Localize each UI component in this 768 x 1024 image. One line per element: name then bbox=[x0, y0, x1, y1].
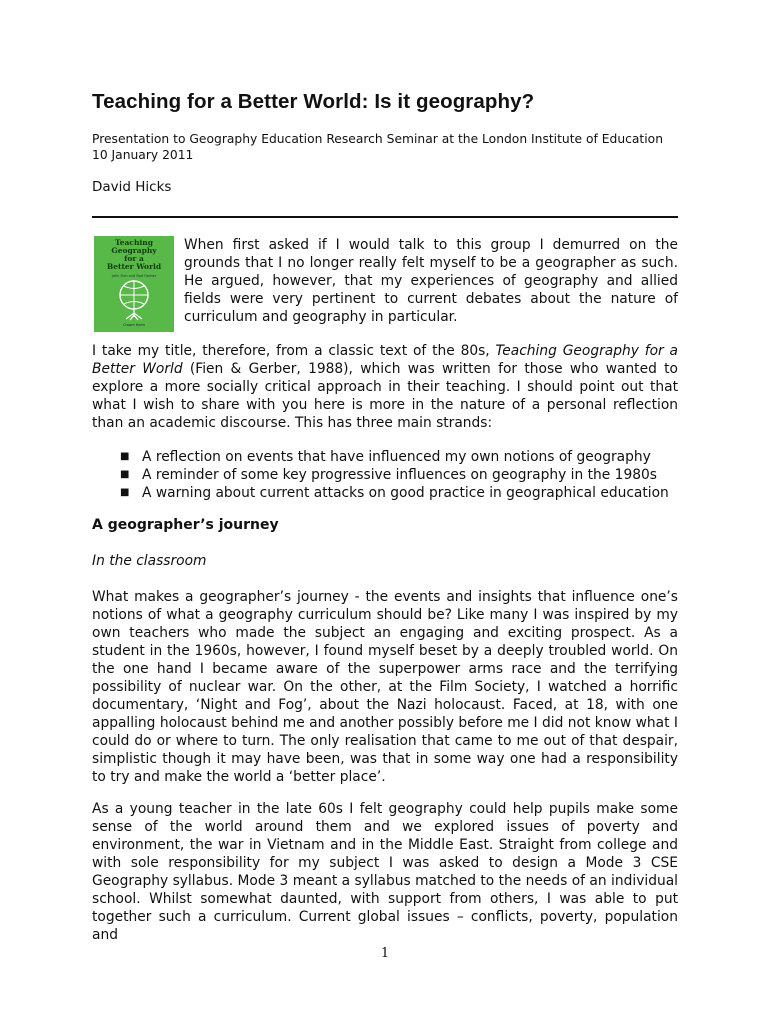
list-item-text: A warning about current attacks on good practice in geographical education bbox=[142, 485, 669, 501]
author-name: David Hicks bbox=[92, 179, 172, 195]
book-title-reference: Teaching Geography for a Better World bbox=[92, 343, 678, 377]
strands-list bbox=[120, 448, 680, 502]
section-heading: A geographer’s journey bbox=[92, 517, 279, 533]
horizontal-rule bbox=[92, 216, 678, 218]
paragraph-young-teacher: As a young teacher in the late 60s I felt geography could help pupils make some sense of the world around them and we explored issues of poverty and environment, the war in Vietnam and in the Middle East. Straight from college and with sole responsibility for my subject I was asked to design a Mode 3 CSE Geography syllabus. Mode 3 meant a syllabus matched to the needs of an individual school. Whilst somewhat daunted, with support from others, I was able to put together such a curriculum. Current global issues – conflicts, poverty, population and bbox=[92, 801, 678, 943]
subtitle-date: 10 January 2011 bbox=[92, 148, 194, 162]
book-cover-editors: John Fien and Rod Gerber bbox=[111, 274, 157, 278]
paragraph-journey: What makes a geographer’s journey - the events and insights that influence one’s notions of what a geography curriculum should be? Like many I was inspired by my own teachers who made the subject an engaging and exciting prospect. As a student in the 1960s, however, I found myself beset by a deeply troubled world. On the one hand I became aware of the superpower arms race and the terrifying possibility of nuclear war. On the other, at the Film Society, I watched a horrific documentary, ‘Night and Fog’, about the Nazi holocaust. Faced, at 18, with one appalling holocaust behind me and another possibly before me I did not know what I could do or where to turn. The only realisation that came to me out of that despair, simplistic though it may have been, was that in some way one had a responsibility to try and make the world a ‘better place’. bbox=[92, 589, 678, 785]
subsection-heading: In the classroom bbox=[92, 553, 207, 569]
list-item bbox=[120, 466, 680, 484]
book-cover-publisher: Croom Helm bbox=[123, 323, 145, 327]
list-item-text: A reflection on events that have influenced my own notions of geography bbox=[142, 449, 651, 465]
bullet-icon: ■ bbox=[120, 469, 130, 480]
page-number: 1 bbox=[380, 946, 390, 961]
intro-paragraph: When first asked if I would talk to this group I demurred on the grounds that I no longer really felt myself to be a geographer as such. He argued, however, that my experiences of geography and allied fields were very pertinent to current debates about the nature of curriculum and geography in particular. bbox=[184, 237, 678, 325]
book-cover-title: Teaching Geography for a Better World bbox=[106, 238, 162, 271]
list-item bbox=[120, 448, 680, 466]
bullet-icon: ■ bbox=[120, 487, 130, 498]
tree-globe-icon bbox=[110, 279, 158, 321]
list-item-text: A reminder of some key progressive influences on geography in the 1980s bbox=[142, 467, 657, 483]
paragraph2-text-start: I take my title, therefore, from a classic text of the 80s, bbox=[92, 343, 496, 359]
paragraph-title-explanation bbox=[92, 342, 678, 432]
document-subtitle bbox=[92, 131, 663, 163]
subtitle-event: Presentation to Geography Education Research Seminar at the London Institute of Education bbox=[92, 132, 663, 146]
document-title: Teaching for a Better World: Is it geography? bbox=[92, 90, 535, 113]
list-item bbox=[120, 484, 680, 502]
bullet-icon: ■ bbox=[120, 451, 130, 462]
book-cover-image bbox=[94, 236, 174, 332]
paragraph2-text-end: (Fien & Gerber, 1988), which was written for those who wanted to explore a more socially critical approach in their teaching. I should point out that what I wish to share with you here is more in the nature of a personal reflection than an academic discourse. This has three main strands: bbox=[92, 361, 678, 431]
